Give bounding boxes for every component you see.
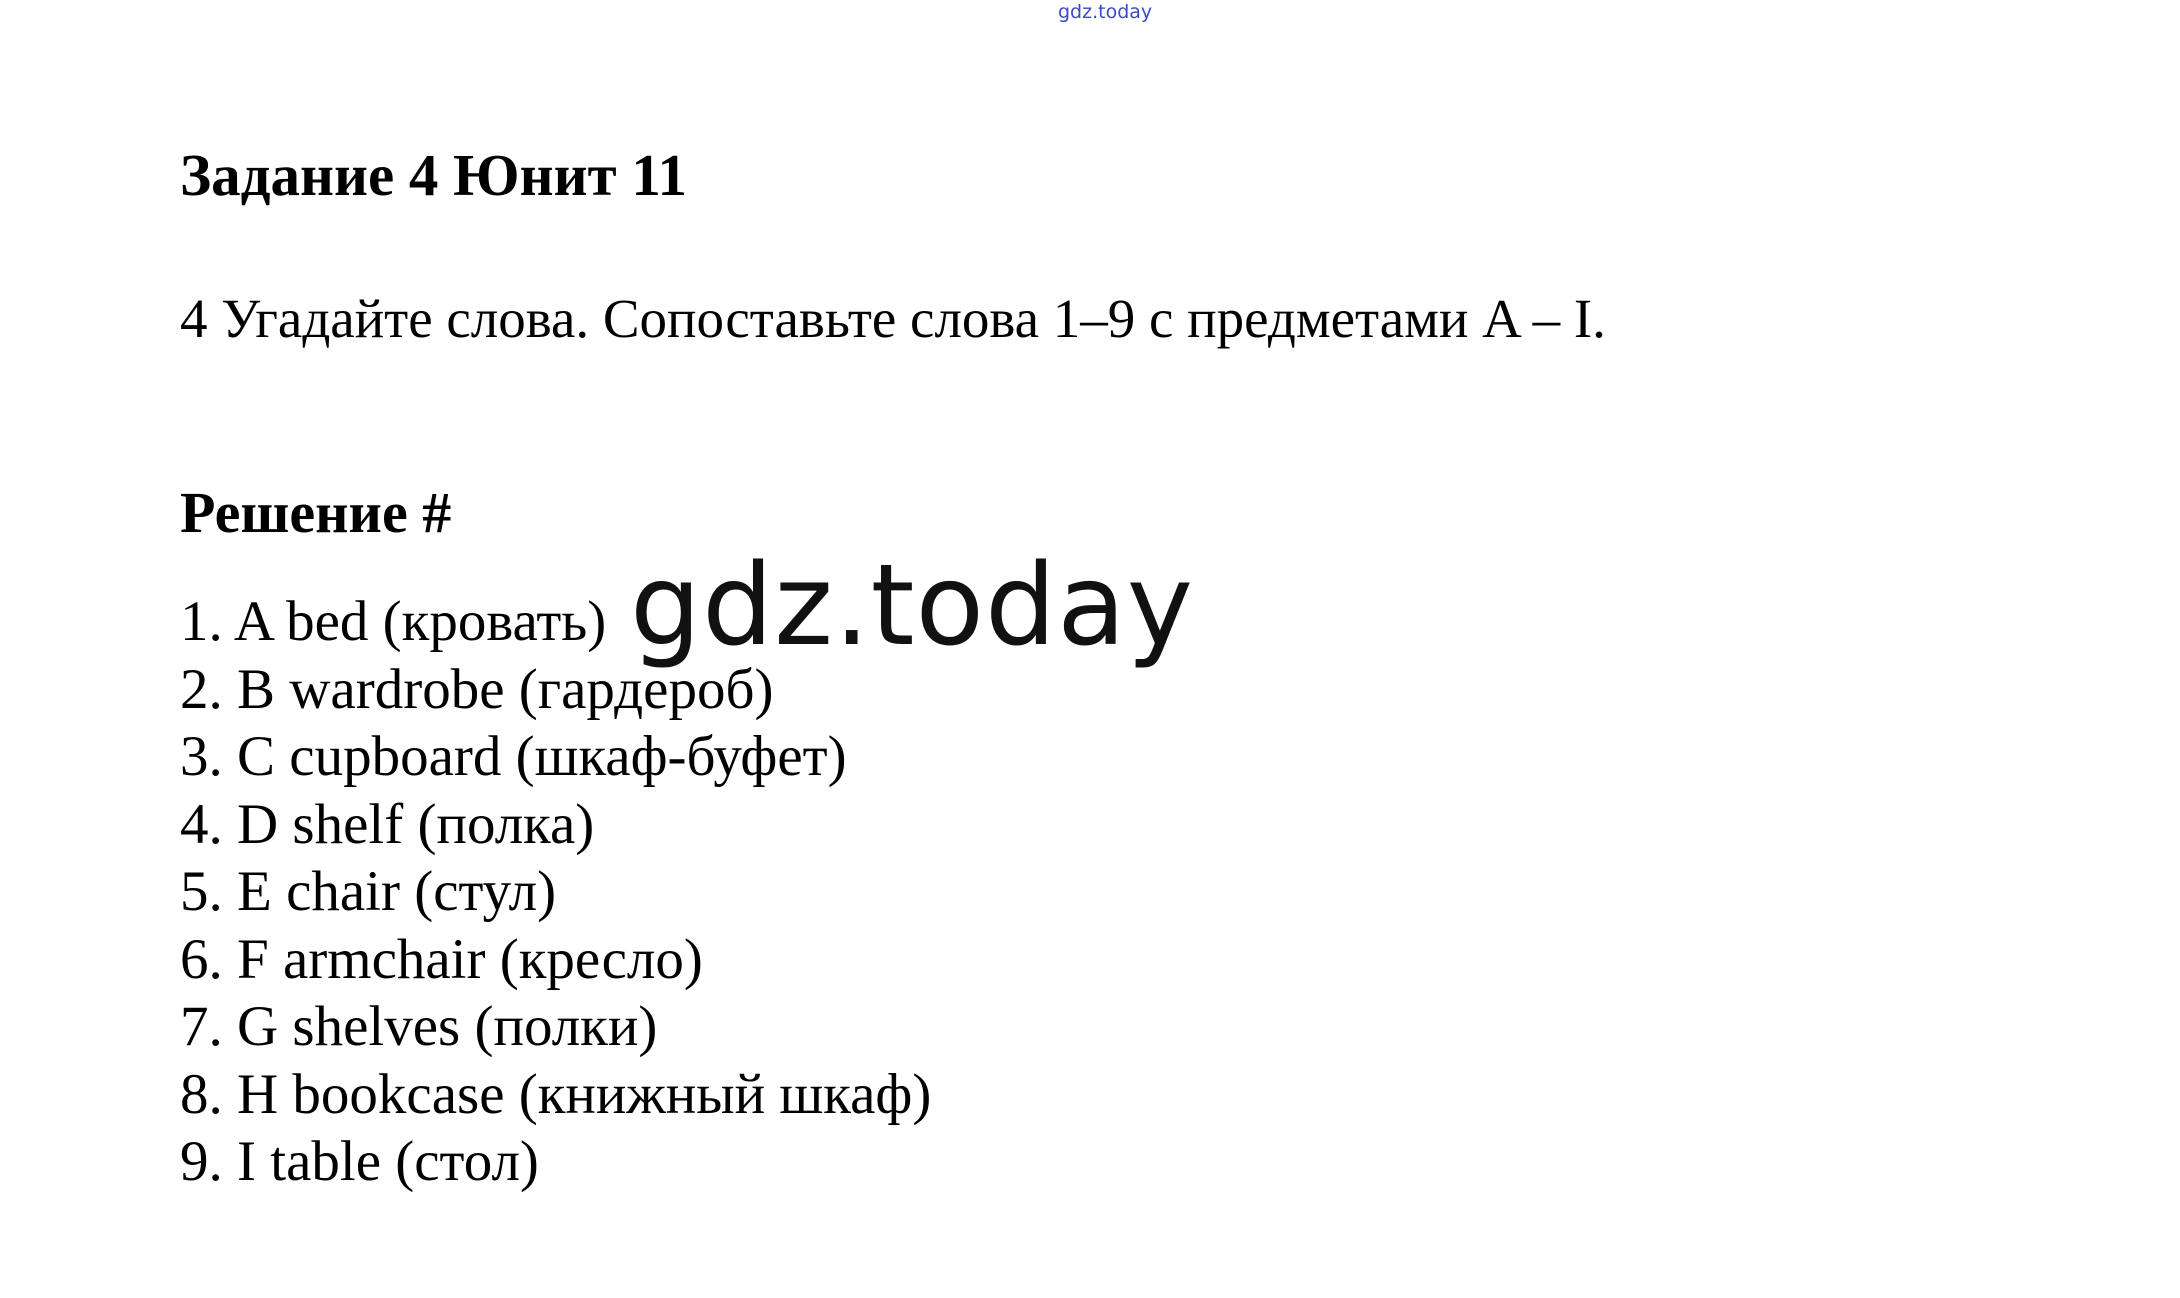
page-title: Задание 4 Юнит 11: [180, 142, 688, 208]
answer-item-9: 9. I table (стол): [180, 1130, 539, 1193]
answer-list: [180, 588, 931, 1196]
answer-item-3: 3. C cupboard (шкаф-буфет): [180, 725, 847, 788]
solution-heading: Решение #: [180, 480, 452, 545]
top-watermark: gdz.today: [1058, 1, 1153, 23]
answer-item-4: 4. D shelf (полка): [180, 792, 595, 856]
task-instruction: 4 Угадайте слова. Сопоставьте слова 1–9 с предметами A – I.: [180, 288, 1606, 349]
answer-item-1: 1. A bed (кровать): [180, 590, 607, 653]
answer-item-6: 6. F armchair (кресло): [180, 927, 703, 991]
answer-item-7: 7. G shelves (полки): [180, 995, 658, 1058]
answer-item-8: 8. H bookcase (книжный шкаф): [180, 1062, 932, 1126]
answer-item-5: 5. E chair (стул): [180, 860, 557, 923]
watermark-overlay: gdz.today: [630, 541, 1195, 671]
answer-item-2: 2. B wardrobe (гардероб): [180, 657, 774, 721]
